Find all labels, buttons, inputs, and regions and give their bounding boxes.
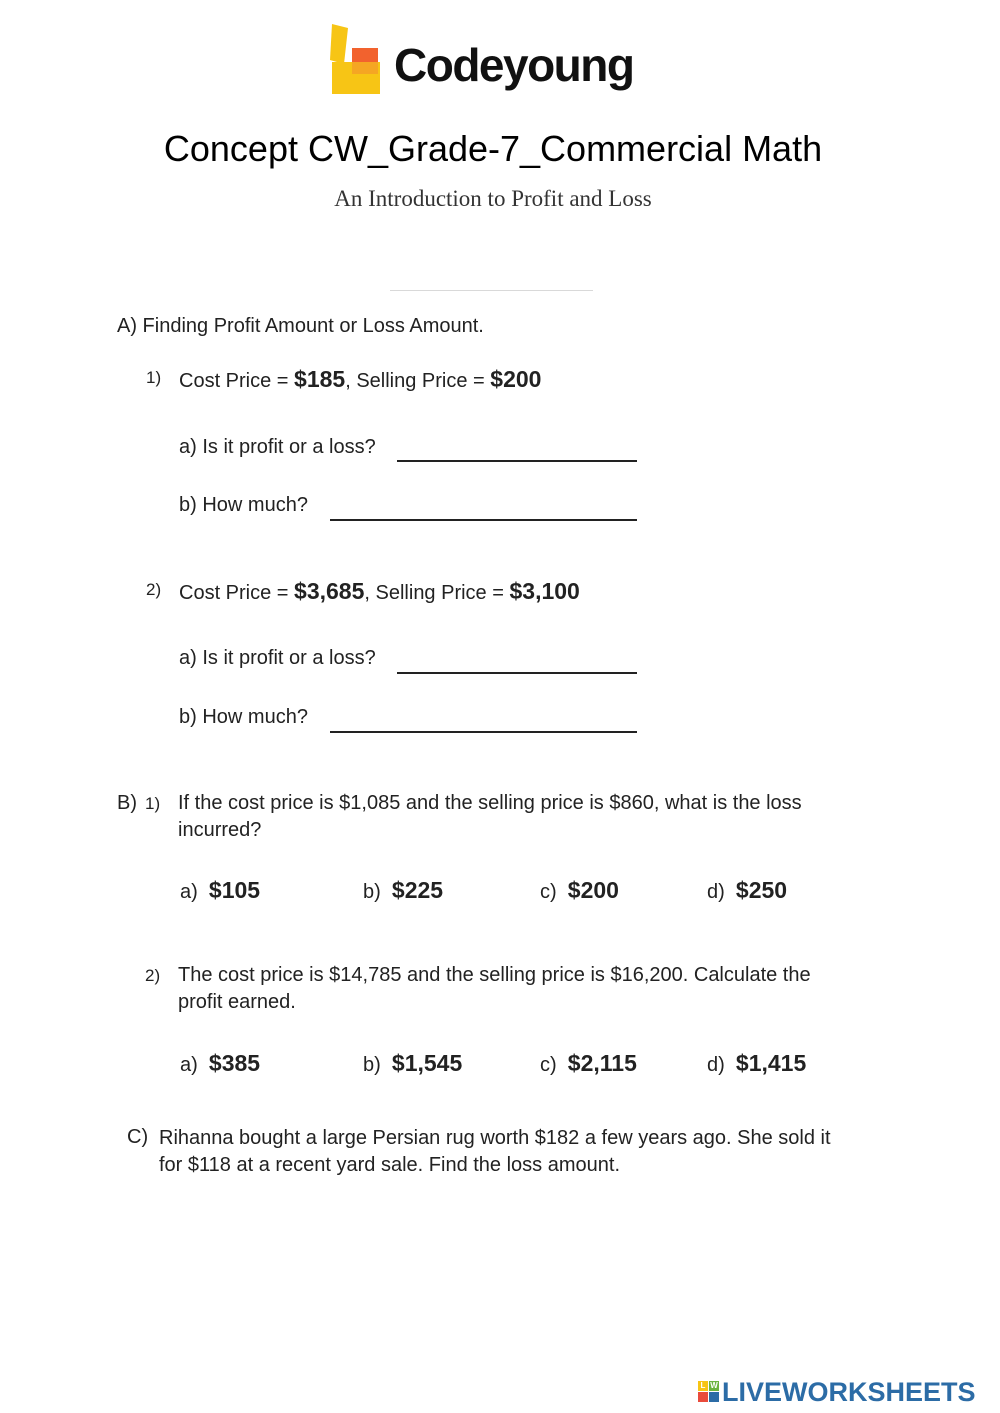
liveworksheets-brand: LIVEWORKSHEETS: [722, 1377, 976, 1407]
question-b1-text: If the cost price is $1,085 and the selling price is $860, what is the loss incurred?: [178, 792, 802, 841]
liveworksheets-logo: [698, 1377, 992, 1407]
option-d[interactable]: [707, 1050, 806, 1077]
option-letter: d): [707, 1054, 725, 1076]
option-letter: a): [180, 881, 198, 903]
question-number: 2): [145, 966, 161, 985]
option-letter: c): [540, 881, 557, 903]
section-c-label: C): [127, 1126, 149, 1148]
sub-question-how-much: b) How much?: [179, 494, 308, 516]
option-value: $2,115: [567, 1050, 637, 1076]
option-d[interactable]: [707, 877, 787, 904]
option-c[interactable]: [540, 877, 619, 904]
answer-blank-a2-a[interactable]: [397, 672, 637, 674]
question-number: 1): [145, 794, 161, 813]
option-letter: c): [540, 1054, 557, 1076]
question-a2-text: [179, 578, 580, 605]
question-number: 2): [146, 580, 162, 599]
lw-icon-block: [698, 1392, 708, 1402]
liveworksheets-icon: [698, 1381, 720, 1403]
option-value: $250: [735, 877, 788, 903]
option-letter: b): [363, 1054, 381, 1076]
answer-blank-a1-a[interactable]: [397, 460, 637, 462]
option-b[interactable]: [363, 877, 443, 904]
question-number: 1): [146, 368, 162, 387]
question-a1-text: [179, 366, 541, 393]
answer-blank-a2-b[interactable]: [330, 731, 637, 733]
section-a-heading: A) Finding Profit Amount or Loss Amount.: [117, 315, 484, 337]
sub-question-profit-or-loss: a) Is it profit or a loss?: [179, 436, 376, 458]
section-b-label: B): [117, 792, 137, 814]
option-letter: a): [180, 1054, 198, 1076]
cost-price-label: Cost Price =: [179, 370, 295, 392]
selling-price-label: , Selling Price =: [364, 582, 510, 604]
option-c[interactable]: [540, 1050, 637, 1077]
option-b[interactable]: [363, 1050, 462, 1077]
answer-blank-a1-b[interactable]: [330, 519, 637, 521]
selling-price-label: , Selling Price =: [345, 370, 491, 392]
option-letter: d): [707, 881, 725, 903]
option-value: $1,545: [391, 1050, 463, 1076]
page-subtitle: An Introduction to Profit and Loss: [334, 186, 652, 211]
option-a[interactable]: [180, 877, 260, 904]
option-letter: b): [363, 881, 381, 903]
page-title: Concept CW_Grade-7_Commercial Math: [163, 128, 823, 169]
lw-icon-letter: L: [698, 1381, 708, 1391]
option-value: $225: [391, 877, 444, 903]
divider: [390, 290, 593, 291]
option-value: $105: [208, 877, 261, 903]
selling-price-value: $200: [490, 366, 542, 392]
option-a[interactable]: [180, 1050, 260, 1077]
codeyoung-logo-icon: [326, 24, 382, 96]
question-b2-text: The cost price is $14,785 and the selling price is $16,200. Calculate the profit earned.: [178, 964, 811, 1013]
sub-question-profit-or-loss: a) Is it profit or a loss?: [179, 647, 376, 669]
brand-name: Codeyoung: [394, 39, 634, 91]
cost-price-value: $185: [294, 366, 346, 392]
lw-icon-block: [709, 1392, 719, 1402]
option-value: $200: [567, 877, 619, 903]
cost-price-value: $3,685: [294, 578, 365, 604]
sub-question-how-much: b) How much?: [179, 706, 308, 728]
question-c-text: Rihanna bought a large Persian rug worth $182 a few years ago. She sold it for $118 at a recent yard sale. Find the loss amount.: [159, 1127, 831, 1176]
option-value: $385: [208, 1050, 261, 1076]
selling-price-value: $3,100: [509, 578, 580, 604]
lw-icon-letter: W: [710, 1381, 718, 1390]
cost-price-label: Cost Price =: [179, 582, 295, 604]
option-value: $1,415: [735, 1050, 807, 1076]
